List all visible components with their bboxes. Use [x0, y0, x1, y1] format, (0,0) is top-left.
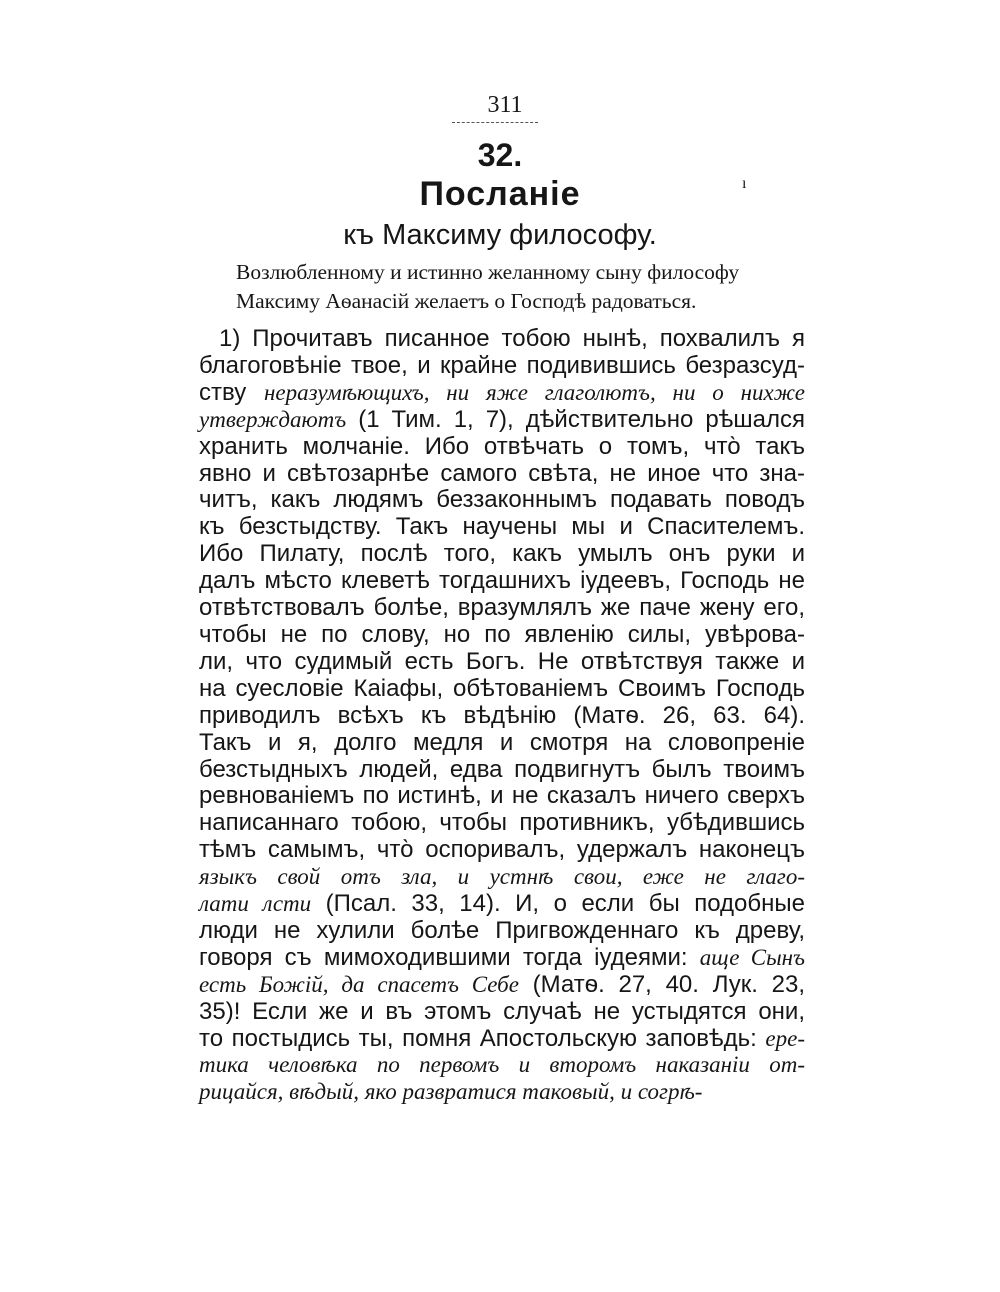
- body-text-run: Такъ и я, долго медля и смотря на словопреніе: [199, 728, 805, 756]
- document-subtitle: къ Максиму философу.: [343, 219, 657, 251]
- body-line: [199, 783, 805, 810]
- body-text-run: читъ, какъ людямъ беззаконнымъ подавать поводъ: [199, 486, 805, 514]
- body-line: [199, 1026, 805, 1053]
- body-line: [199, 487, 805, 514]
- italic-quotation: лати лсти: [199, 891, 312, 917]
- body-line: [199, 380, 805, 407]
- body-line: [199, 891, 805, 918]
- body-line: [199, 649, 805, 676]
- body-line: [199, 703, 805, 730]
- italic-quotation: есть Божій, да спасетъ Себе: [199, 971, 519, 997]
- italic-quotation: утверждаютъ: [199, 406, 347, 432]
- body-text-run: (Псал. 33, 14). И, о если бы подобные: [311, 890, 805, 918]
- document-title: Посланіе: [419, 175, 581, 213]
- salutation: [236, 258, 826, 316]
- page-number: 311: [487, 92, 523, 118]
- body-line: [199, 514, 805, 541]
- body-text-run: чтобы не по слову, но по явленію силы, увѣрова-: [199, 620, 805, 648]
- body-text-run: написаннаго тобою, чтобы противникъ, убѣдившись: [199, 809, 805, 837]
- body-line: [199, 864, 805, 891]
- body-line: [199, 810, 805, 837]
- body-text-run: благоговѣніе твое, и крайне подивившись безразсуд-: [199, 351, 805, 379]
- body-line: [199, 676, 805, 703]
- body-text-run: приводилъ всѣхъ къ вѣдѣнію (Матѳ. 26, 63. 64).: [199, 701, 805, 729]
- body-line: [199, 918, 805, 945]
- body-text-run: къ безстыдству. Такъ научены мы и Спасителемъ.: [199, 513, 805, 541]
- body-line: [199, 568, 805, 595]
- body-text-run: говоря съ мимоходившими тогда іудеями:: [199, 943, 700, 971]
- salutation-line: Максиму Аѳанасій желаетъ о Господѣ радоваться.: [236, 289, 697, 313]
- italic-quotation: рицайся, вѣдый, яко развратися таковый, и согрѣ-: [199, 1079, 703, 1105]
- body-text-run: на суесловіе Каіафы, обѣтованіемъ Своимъ Господь: [199, 674, 805, 702]
- body-line: [199, 730, 805, 757]
- body-text-run: явно и свѣтозарнѣе самого свѣта, не иное что зна-: [199, 459, 805, 487]
- body-text-run: люди не хулили болѣе Пригвожденнаго къ древу,: [199, 916, 805, 944]
- body-line: [199, 757, 805, 784]
- body-line: [199, 1079, 805, 1106]
- body-line: [199, 595, 805, 622]
- body-line: [199, 837, 805, 864]
- body-text-run: 1) Прочитавъ писанное тобою нынѣ, похвалилъ я: [219, 325, 805, 352]
- italic-quotation: тика человѣка по первомъ и второмъ наказаніи от-: [199, 1052, 805, 1078]
- body-line: [199, 541, 805, 568]
- body-line: [199, 999, 805, 1026]
- body-text-run: далъ мѣсто клеветѣ тогдашнихъ іудеевъ, Господь не: [199, 567, 805, 595]
- body-text: [199, 326, 805, 1106]
- body-line: [199, 461, 805, 488]
- body-text-run: (1 Тим. 1, 7), дѣйствительно рѣшался: [346, 405, 805, 433]
- body-line: [199, 1052, 805, 1079]
- body-text-run: хранить молчаніе. Ибо отвѣчать о томъ, что̀ такъ: [199, 432, 805, 460]
- body-text-run: ревнованіемъ по истинѣ, и не сказалъ ничего сверхъ: [199, 782, 805, 810]
- salutation-line: Возлюбленному и истинно желанному сыну философу: [236, 260, 740, 284]
- stray-ink-mark: ı: [742, 175, 747, 192]
- body-line: [199, 434, 805, 461]
- body-line: [199, 326, 805, 353]
- body-text-run: отвѣтствовалъ болѣе, вразумлялъ же паче жену его,: [199, 594, 805, 622]
- body-line: [199, 407, 805, 434]
- page-number-rule: [452, 122, 538, 123]
- body-line: [199, 972, 805, 999]
- body-text-run: ству: [199, 378, 264, 406]
- body-line: [199, 945, 805, 972]
- italic-quotation: неразумѣющихъ, ни яже глаголютъ, ни о нихже: [263, 379, 805, 405]
- document-number: 32.: [477, 137, 523, 173]
- italic-quotation: языкъ свой отъ зла, и устнѣ свои, еже не глаго-: [199, 864, 805, 890]
- body-text-run: безстыдныхъ людей, едва подвигнутъ былъ твоимъ: [199, 755, 805, 783]
- body-text-run: 35)! Если же и въ этомъ случаѣ не устыдятся они,: [199, 997, 805, 1025]
- body-line: [199, 353, 805, 380]
- body-text-run: то постыдись ты, помня Апостольскую заповѣдь:: [199, 1024, 766, 1052]
- body-text-run: Ибо Пилату, послѣ того, какъ умылъ онъ руки и: [199, 540, 805, 568]
- body-text-run: ли, что судимый есть Богъ. Не отвѣтствуя также и: [199, 647, 805, 675]
- italic-quotation: аще Сынъ: [699, 944, 805, 970]
- body-line: [199, 622, 805, 649]
- body-text-run: (Матѳ. 27, 40. Лук. 23,: [518, 970, 805, 998]
- body-text-run: тѣмъ самымъ, что̀ оспоривалъ, удержалъ наконецъ: [199, 836, 805, 864]
- italic-quotation: ере-: [765, 1025, 805, 1051]
